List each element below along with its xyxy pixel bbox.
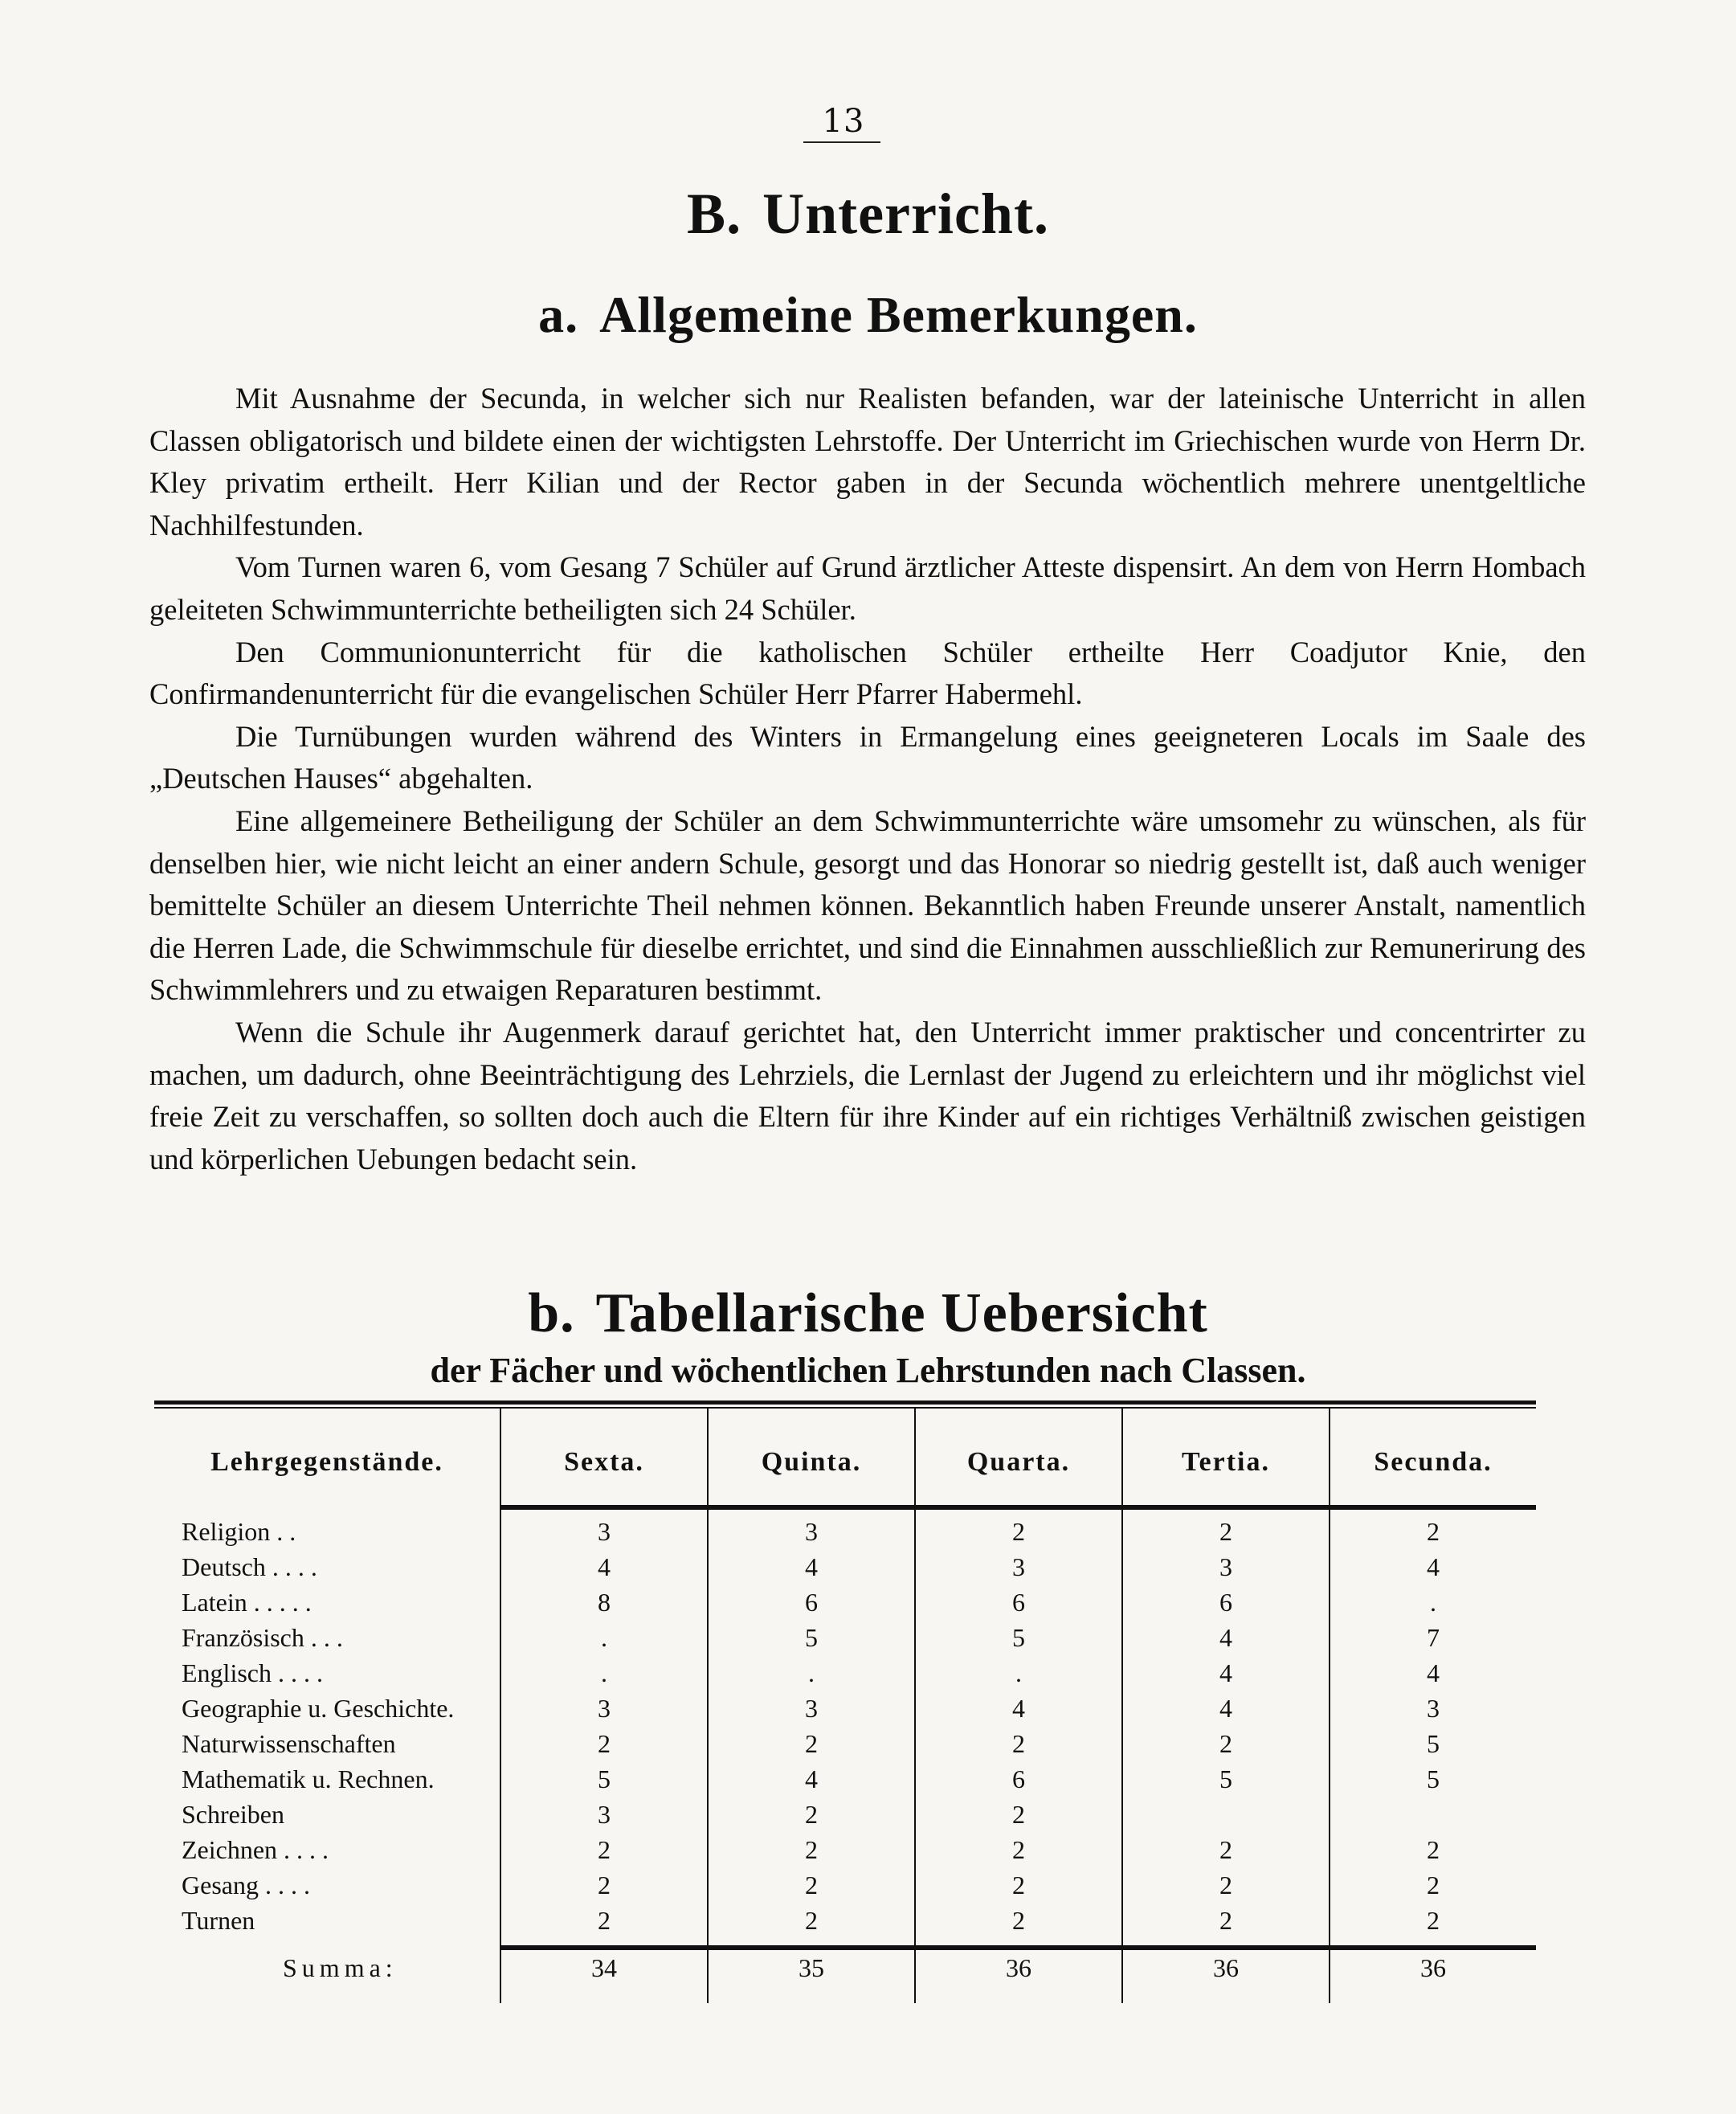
paragraph: Den Communionunterricht für die katholischen Schüler ertheilte Herr Coadjutor Knie, den Confirmandenunterricht für die evangelischen Schüler Herr Pfarrer Habermehl. [149,635,1586,711]
table-cell: 6 [1219,1588,1232,1617]
column-header-quinta: Quinta. [761,1447,862,1477]
section-heading [0,181,1736,247]
table-cell: 3 [1219,1552,1232,1581]
row-subject-label: Geographie u. Geschichte. [182,1694,455,1723]
sum-value: 35 [799,1953,824,1982]
table-header-rule [500,1505,1536,1510]
row-subject-label: Französisch . . . [182,1623,343,1652]
table-cell: 4 [1219,1658,1232,1687]
table-cell: 8 [598,1588,611,1617]
page-number-rule [803,141,880,143]
table-cell: 5 [1427,1729,1440,1758]
table-cell: 2 [1427,1835,1440,1864]
table-cell: 2 [598,1871,611,1899]
table-cell: . [601,1623,607,1652]
row-subject-label: Zeichnen . . . . [182,1835,329,1864]
table-cell: 5 [1012,1623,1025,1652]
table-subtitle: der Fächer und wöchentlichen Lehrstunden nach Classen. [430,1351,1306,1390]
table-cell: . [1015,1658,1022,1687]
row-subject-label: Naturwissenschaften [182,1729,396,1758]
column-header-tertia: Tertia. [1181,1447,1270,1477]
page-number: 13 [822,103,865,140]
table-cell: 2 [1427,1906,1440,1935]
section-title: Unterricht. [762,182,1049,246]
row-subject-label: Schreiben [182,1800,284,1829]
table-cell: 6 [1012,1588,1025,1617]
row-subject-label: Mathematik u. Rechnen. [182,1764,435,1793]
sum-label: Summa: [283,1953,398,1982]
lesson-table [154,1400,1536,1982]
table-cell: 2 [1219,1835,1232,1864]
table-cell: . [1430,1588,1436,1617]
table-cell: 6 [805,1588,818,1617]
table-cell: 2 [1012,1871,1025,1899]
table-cell: 5 [598,1764,611,1793]
table-cell: 4 [805,1764,818,1793]
table-cell: 2 [805,1729,818,1758]
table-cell: 4 [1427,1658,1440,1687]
table-cell: 5 [1219,1764,1232,1793]
table-cell: 2 [1012,1729,1025,1758]
table-cell: . [808,1658,815,1687]
section-marker: B. [687,182,742,246]
row-subject-label: Gesang . . . . [182,1871,310,1899]
table-cell: 2 [805,1835,818,1864]
table-cell: 2 [1219,1871,1232,1899]
table-cell: 4 [1219,1623,1232,1652]
subsection-title: Allgemeine Bemerkungen. [599,286,1198,343]
subsection-heading [0,285,1736,345]
table-cell: 2 [1012,1800,1025,1829]
table-sum-rule [500,1945,1536,1950]
table-cell: 2 [1012,1517,1025,1546]
table-cell: 6 [1012,1764,1025,1793]
table-cell: 4 [1427,1552,1440,1581]
body-text [149,378,1586,1180]
table-cell: 2 [1427,1517,1440,1546]
subject-column-header: Lehrgegenstände. [210,1447,443,1477]
column-header-secunda: Secunda. [1374,1447,1493,1477]
table-cell: . [601,1658,607,1687]
sum-value: 36 [1213,1953,1239,1982]
paragraph: Eine allgemeinere Betheiligung der Schüler an dem Schwimmunterrichte wäre umsomehr zu wünschen, als für denselben hier, wie nicht leicht an einer andern Schule, gesorgt und das Honorar so niedrig gestellt ist, daß auch weniger bemittelte Schüler an diesem Unterrichte Theil nehmen können. Bekanntlich haben Freunde unserer Anstalt, namentlich die Herren Lade, die Schwimmschule für dieselbe errichtet, und sind die Einnahmen ausschließlich zur Remunerirung des Schwimmlehrers und zu etwaigen Reparaturen bestimmt. [149,803,1586,1007]
table-cell: 4 [1219,1694,1232,1723]
table-cell: 3 [598,1517,611,1546]
table-title [0,1282,1736,1346]
paragraph: Wenn die Schule ihr Augenmerk darauf gerichtet hat, den Unterricht immer praktischer und concentrirter zu machen, um dadurch, ohne Beeinträchtigung des Lehrziels, die Lernlast der Jugend zu erleichtern und ihr möglichst viel freie Zeit zu verschaffen, so sollten doch auch die Eltern für ihre Kinder auf ein richtiges Verhältniß zwischen geistigen und körperlichen Uebungen bedacht sein. [149,1015,1586,1176]
column-header-sexta: Sexta. [564,1447,644,1477]
table-cell: 4 [598,1552,611,1581]
row-subject-label: Latein . . . . . [182,1588,312,1617]
table-title-text: Tabellarische Uebersicht [595,1282,1208,1344]
table-marker: b. [528,1282,575,1344]
sum-value: 36 [1420,1953,1446,1982]
table-cell: 3 [805,1517,818,1546]
row-subject-label: Deutsch . . . . [182,1552,317,1581]
table-cell: 3 [805,1694,818,1723]
paragraph: Die Turnübungen wurden während des Winters in Ermangelung eines geeigneteren Locals im Saale des „Deutschen Hauses“ abgehalten. [149,719,1586,795]
table-cell: 2 [1219,1906,1232,1935]
table-cell: 3 [598,1694,611,1723]
table-cell: 7 [1427,1623,1440,1652]
table-cell: 2 [1012,1906,1025,1935]
table-cell: 2 [805,1871,818,1899]
table-cell: 2 [598,1835,611,1864]
table-cell: 2 [1012,1835,1025,1864]
row-subject-label: Englisch . . . . [182,1658,323,1687]
table-cell: 3 [1012,1552,1025,1581]
table-cell: 5 [805,1623,818,1652]
table-cell: 2 [1219,1729,1232,1758]
table-cell: 2 [1219,1517,1232,1546]
sum-value: 36 [1006,1953,1031,1982]
row-subject-label: Turnen [182,1906,255,1935]
sum-value: 34 [591,1953,617,1982]
table-cell: 4 [1012,1694,1025,1723]
column-header-quarta: Quarta. [966,1447,1071,1477]
paragraph: Vom Turnen waren 6, vom Gesang 7 Schüler auf Grund ärztlicher Atteste dispensirt. An dem von Herrn Hombach geleiteten Schwimmunterrichte betheiligten sich 24 Schüler. [149,550,1586,626]
table-cell: 2 [598,1906,611,1935]
table-cell: 2 [805,1800,818,1829]
table-cell: 3 [1427,1694,1440,1723]
table-cell: 3 [598,1800,611,1829]
table-cell: 2 [805,1906,818,1935]
table-cell: 2 [598,1729,611,1758]
paragraph: Mit Ausnahme der Secunda, in welcher sich nur Realisten befanden, war der lateinische Unterricht in allen Classen obligatorisch und bildete einen der wichtigsten Lehrstoffe. Der Unterricht im Griechischen wurde von Herrn Dr. Kley privatim ertheilt. Herr Kilian und der Rector gaben in der Secunda wöchentlich mehrere unentgeltliche Nachhilfestunden. [149,382,1586,542]
table-cell: 5 [1427,1764,1440,1793]
table-cell: 2 [1427,1871,1440,1899]
table-top-rule [154,1400,1536,1409]
subsection-marker: a. [538,286,579,343]
row-subject-label: Religion . . [182,1517,296,1546]
table-cell: 4 [805,1552,818,1581]
